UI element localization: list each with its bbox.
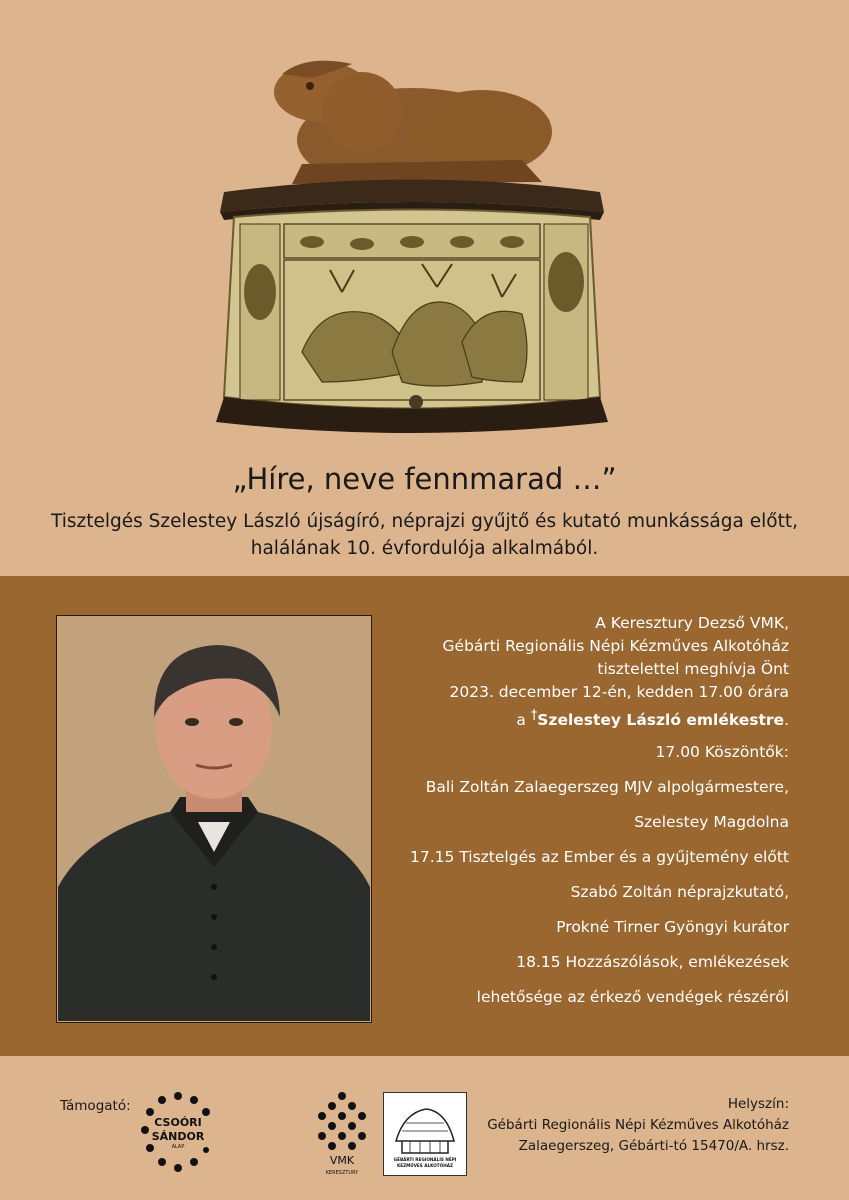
csoori-logo-text: ALAP [171, 1144, 185, 1150]
csoori-logo-text: CSOÓRI [154, 1116, 202, 1129]
invitation-text [369, 612, 789, 1022]
invitation-line: 2023. december 12-én, kedden 17.00 órára [449, 683, 789, 701]
invitation-line [369, 704, 789, 732]
venue-name: Gébárti Regionális Népi Kézműves Alkotóház [487, 1117, 789, 1133]
vmk-logo-text: VMK [329, 1154, 355, 1167]
program-item: Prokné Tirner Gyöngyi kurátor [556, 918, 789, 937]
vmk-logo [312, 1090, 372, 1178]
event-subtitle [40, 508, 809, 562]
invitation-line: Gébárti Regionális Népi Kézműves Alkotóház [442, 637, 789, 655]
alkotohaz-logo-text: GÉBÁRTI REGIONÁLIS NÉPI [393, 1157, 457, 1162]
program-item: 17.15 Tisztelgés az Ember és a gyűjtemény előtt [410, 848, 789, 867]
vmk-logo-text: KERESZTURY [325, 1170, 359, 1176]
csoori-logo-text: SÁNDOR [151, 1130, 205, 1143]
program-item: 17.00 Köszöntők: [655, 743, 789, 762]
alkotohaz-logo-text: KÉZMŰVES ALKOTÓHÁZ [396, 1163, 454, 1168]
program-item: 18.15 Hozzászólások, emlékezések [516, 953, 789, 972]
subtitle-line: halálának 10. évfordulója alkalmából. [250, 538, 599, 559]
portrait-photo [58, 617, 370, 1021]
invitation-line: tisztelettel meghívja Önt [597, 660, 789, 678]
invitation-prefix: a [516, 711, 531, 730]
program-item: Szabó Zoltán néprajzkutató, [570, 883, 789, 902]
program-item: lehetősége az érkező vendégek részéről [476, 988, 789, 1007]
cross-symbol: † [530, 708, 538, 723]
venue-info [429, 1094, 789, 1157]
venue-label: Helyszín: [727, 1096, 789, 1112]
program-item: Szelestey Magdolna [634, 813, 789, 832]
invitation-line: A Keresztury Dezső VMK, [595, 614, 789, 632]
invitation-suffix: . [784, 711, 789, 730]
event-title: „Híre, neve fennmarad …” [232, 462, 617, 496]
subtitle-line: Tisztelgés Szelestey László újságíró, néprajzi gyűjtő és kutató munkássága előtt, [51, 511, 798, 532]
venue-address: Zalaegerszeg, Gébárti-tó 15470/A. hrsz. [518, 1138, 789, 1154]
program-list [369, 742, 789, 1007]
sponsor-label: Támogató: [60, 1098, 131, 1114]
event-name: Szelestey László emlékestre [537, 711, 785, 730]
carved-box-illustration [212, 52, 612, 438]
csoori-sandor-logo [140, 1090, 216, 1174]
invitation-intro [369, 612, 789, 732]
program-item: Bali Zoltán Zalaegerszeg MJV alpolgármestere, [425, 778, 789, 797]
